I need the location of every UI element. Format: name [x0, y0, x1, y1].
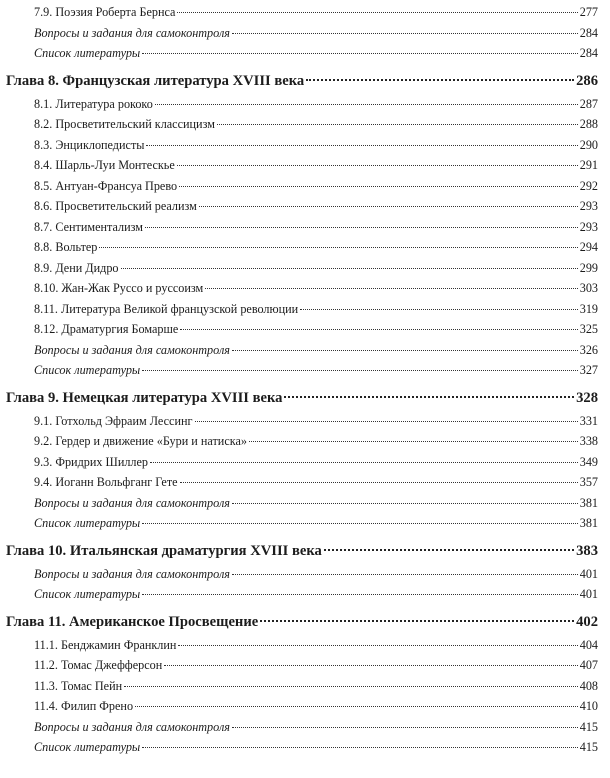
toc-entry-title: 8.2. Просветительский классицизм: [34, 117, 215, 131]
toc-entry-title: 8.11. Литература Великой французской революции: [34, 301, 299, 316]
toc-page-number: 401: [579, 587, 598, 601]
toc-entry-title: 7.9. Поэзия Роберта Бернса: [34, 5, 176, 19]
dot-leader: [146, 145, 577, 146]
toc-page-number: 415: [579, 740, 598, 754]
toc-entry-title: Вопросы и задания для самоконтроля: [34, 495, 230, 510]
toc-page-number: 299: [579, 260, 598, 275]
toc-entry: [0, 414, 610, 433]
toc-page-number: 349: [579, 454, 598, 469]
toc-page-number: 326: [579, 342, 598, 357]
toc-page-number: 294: [579, 240, 598, 254]
toc-entry-title: Список литературы: [34, 46, 141, 60]
toc-entry: [0, 455, 610, 474]
dot-leader: [300, 309, 578, 310]
toc-entry-title: Вопросы и задания для самоконтроля: [34, 25, 230, 40]
dot-leader: [205, 288, 577, 289]
toc-page-number: 357: [579, 475, 598, 489]
toc-entry-title: 8.4. Шарль-Луи Монтескье: [34, 158, 175, 172]
dot-leader: [145, 227, 578, 228]
toc-entry: [0, 496, 610, 515]
toc-page-number: 331: [579, 413, 598, 428]
dot-leader: [135, 706, 578, 707]
dot-leader: [99, 247, 577, 248]
toc-entry: [0, 587, 610, 606]
dot-leader: [195, 421, 578, 422]
toc-entry-title: 9.2. Гердер и движение «Бури и натиска»: [34, 434, 247, 448]
dot-leader: [249, 441, 578, 442]
dot-leader: [179, 186, 578, 187]
dot-leader: [232, 574, 578, 575]
toc-entry: [0, 720, 610, 739]
toc-entry-title: 8.5. Антуан-Франсуа Прево: [34, 178, 178, 193]
toc-page-number: 408: [579, 678, 598, 693]
toc-entry-title: 9.4. Иоганн Вольфганг Гете: [34, 475, 178, 489]
toc-chapter-entry: [0, 614, 610, 636]
toc-page-number: 284: [579, 25, 598, 40]
toc-page-number: 338: [579, 434, 598, 448]
toc-entry-title: Список литературы: [34, 516, 141, 530]
toc-page-number: 291: [579, 158, 598, 172]
toc-entry-title: 11.4. Филип Френо: [34, 699, 134, 713]
toc-entry-title: Вопросы и задания для самоконтроля: [34, 342, 230, 357]
toc-chapter-entry: [0, 390, 610, 412]
toc-entry: [0, 343, 610, 362]
toc-entry-title: 9.3. Фридрих Шиллер: [34, 454, 149, 469]
toc-entry: [0, 302, 610, 321]
toc-entry-title: Список литературы: [34, 587, 141, 601]
toc-entry-title: Список литературы: [34, 363, 141, 377]
toc-page-number: 327: [579, 363, 598, 377]
dot-leader: [142, 53, 578, 54]
toc-chapter-entry: [0, 543, 610, 565]
dot-leader: [177, 165, 578, 166]
toc-page-number: 293: [579, 199, 598, 213]
toc-entry: [0, 179, 610, 198]
dot-leader: [232, 33, 578, 34]
toc-entry-title: 8.10. Жан-Жак Руссо и руссоизм: [34, 281, 204, 295]
toc-page-number: 288: [579, 117, 598, 131]
toc-entry-title: Глава 8. Французская литература XVIII века: [6, 72, 305, 89]
toc-entry-title: Вопросы и задания для самоконтроля: [34, 719, 230, 734]
toc-entry: [0, 516, 610, 535]
toc-entry-title: Список литературы: [34, 740, 141, 754]
dot-leader: [180, 329, 577, 330]
toc-entry-title: 8.9. Дени Дидро: [34, 260, 119, 275]
toc-entry: [0, 26, 610, 45]
toc-entry: [0, 46, 610, 65]
toc-entry-title: 8.1. Литература рококо: [34, 96, 153, 111]
toc-entry: [0, 281, 610, 300]
dot-leader: [150, 462, 578, 463]
dot-leader: [142, 747, 578, 748]
toc-entry: [0, 261, 610, 280]
toc-page-number: 290: [579, 137, 598, 152]
toc-entry-title: 8.8. Вольтер: [34, 240, 98, 254]
dot-leader: [178, 645, 577, 646]
toc-page-number: 415: [579, 719, 598, 734]
dot-leader: [260, 620, 574, 622]
toc-page-number: 293: [579, 219, 598, 234]
toc-page-number: 325: [579, 322, 598, 336]
dot-leader: [164, 665, 577, 666]
toc-page-number: 381: [579, 516, 598, 530]
toc-entry: [0, 434, 610, 453]
toc-page-number: 407: [579, 658, 598, 672]
toc-page-number: 381: [579, 495, 598, 510]
toc-entry: [0, 740, 610, 759]
toc-page-number: 401: [579, 566, 598, 581]
toc-entry: [0, 638, 610, 657]
dot-leader: [232, 727, 578, 728]
dot-leader: [232, 503, 578, 504]
toc-entry: [0, 658, 610, 677]
toc-entry: [0, 475, 610, 494]
dot-leader: [306, 79, 574, 81]
dot-leader: [155, 104, 578, 105]
toc-page-number: 286: [576, 72, 598, 89]
dot-leader: [232, 350, 578, 351]
toc-entry-title: 9.1. Готхольд Эфраим Лессинг: [34, 413, 193, 428]
toc-entry-title: 11.3. Томас Пейн: [34, 678, 123, 693]
dot-leader: [142, 594, 578, 595]
dot-leader: [142, 370, 578, 371]
toc-entry: [0, 220, 610, 239]
toc-entry-title: Глава 9. Немецкая литература XVIII века: [6, 389, 283, 406]
toc-entry-title: 8.7. Сентиментализм: [34, 219, 143, 234]
toc-page-number: 402: [576, 613, 598, 630]
toc-entry-title: 11.2. Томас Джефферсон: [34, 658, 163, 672]
dot-leader: [199, 206, 578, 207]
toc-page-number: 404: [579, 637, 598, 652]
toc-entry: [0, 699, 610, 718]
toc-entry: [0, 97, 610, 116]
dot-leader: [324, 549, 574, 551]
toc-page-number: 287: [579, 96, 598, 111]
toc-entry: [0, 363, 610, 382]
toc-entry-title: 8.6. Просветительский реализм: [34, 199, 197, 213]
toc-page-number: 383: [576, 542, 598, 559]
toc-entry: [0, 322, 610, 341]
toc-page-number: 319: [579, 301, 598, 316]
toc-chapter-entry: [0, 73, 610, 95]
dot-leader: [124, 686, 578, 687]
toc-entry-title: 11.1. Бенджамин Франклин: [34, 637, 177, 652]
toc-entry: [0, 679, 610, 698]
toc-entry-title: Вопросы и задания для самоконтроля: [34, 566, 230, 581]
toc-page-number: 410: [579, 699, 598, 713]
toc-entry: [0, 138, 610, 157]
toc-entry: [0, 240, 610, 259]
dot-leader: [284, 396, 574, 398]
toc-entry: [0, 117, 610, 136]
toc-entry-title: Глава 11. Американское Просвещение: [6, 613, 259, 630]
dot-leader: [177, 12, 577, 13]
dot-leader: [217, 124, 578, 125]
toc-entry-title: Глава 10. Итальянская драматургия XVIII века: [6, 542, 322, 559]
toc-entry-title: 8.12. Драматургия Бомарше: [34, 322, 179, 336]
toc-entry: [0, 5, 610, 24]
toc-page-number: 303: [579, 281, 598, 295]
toc-page-number: 328: [576, 389, 598, 406]
toc-entry: [0, 199, 610, 218]
dot-leader: [180, 482, 578, 483]
toc-entry: [0, 158, 610, 177]
toc-entry: [0, 567, 610, 586]
dot-leader: [121, 268, 578, 269]
toc-page-number: 292: [579, 178, 598, 193]
toc-page-number: 284: [579, 46, 598, 60]
dot-leader: [142, 523, 578, 524]
toc-entry-title: 8.3. Энциклопедисты: [34, 137, 145, 152]
toc-page-number: 277: [579, 5, 598, 19]
